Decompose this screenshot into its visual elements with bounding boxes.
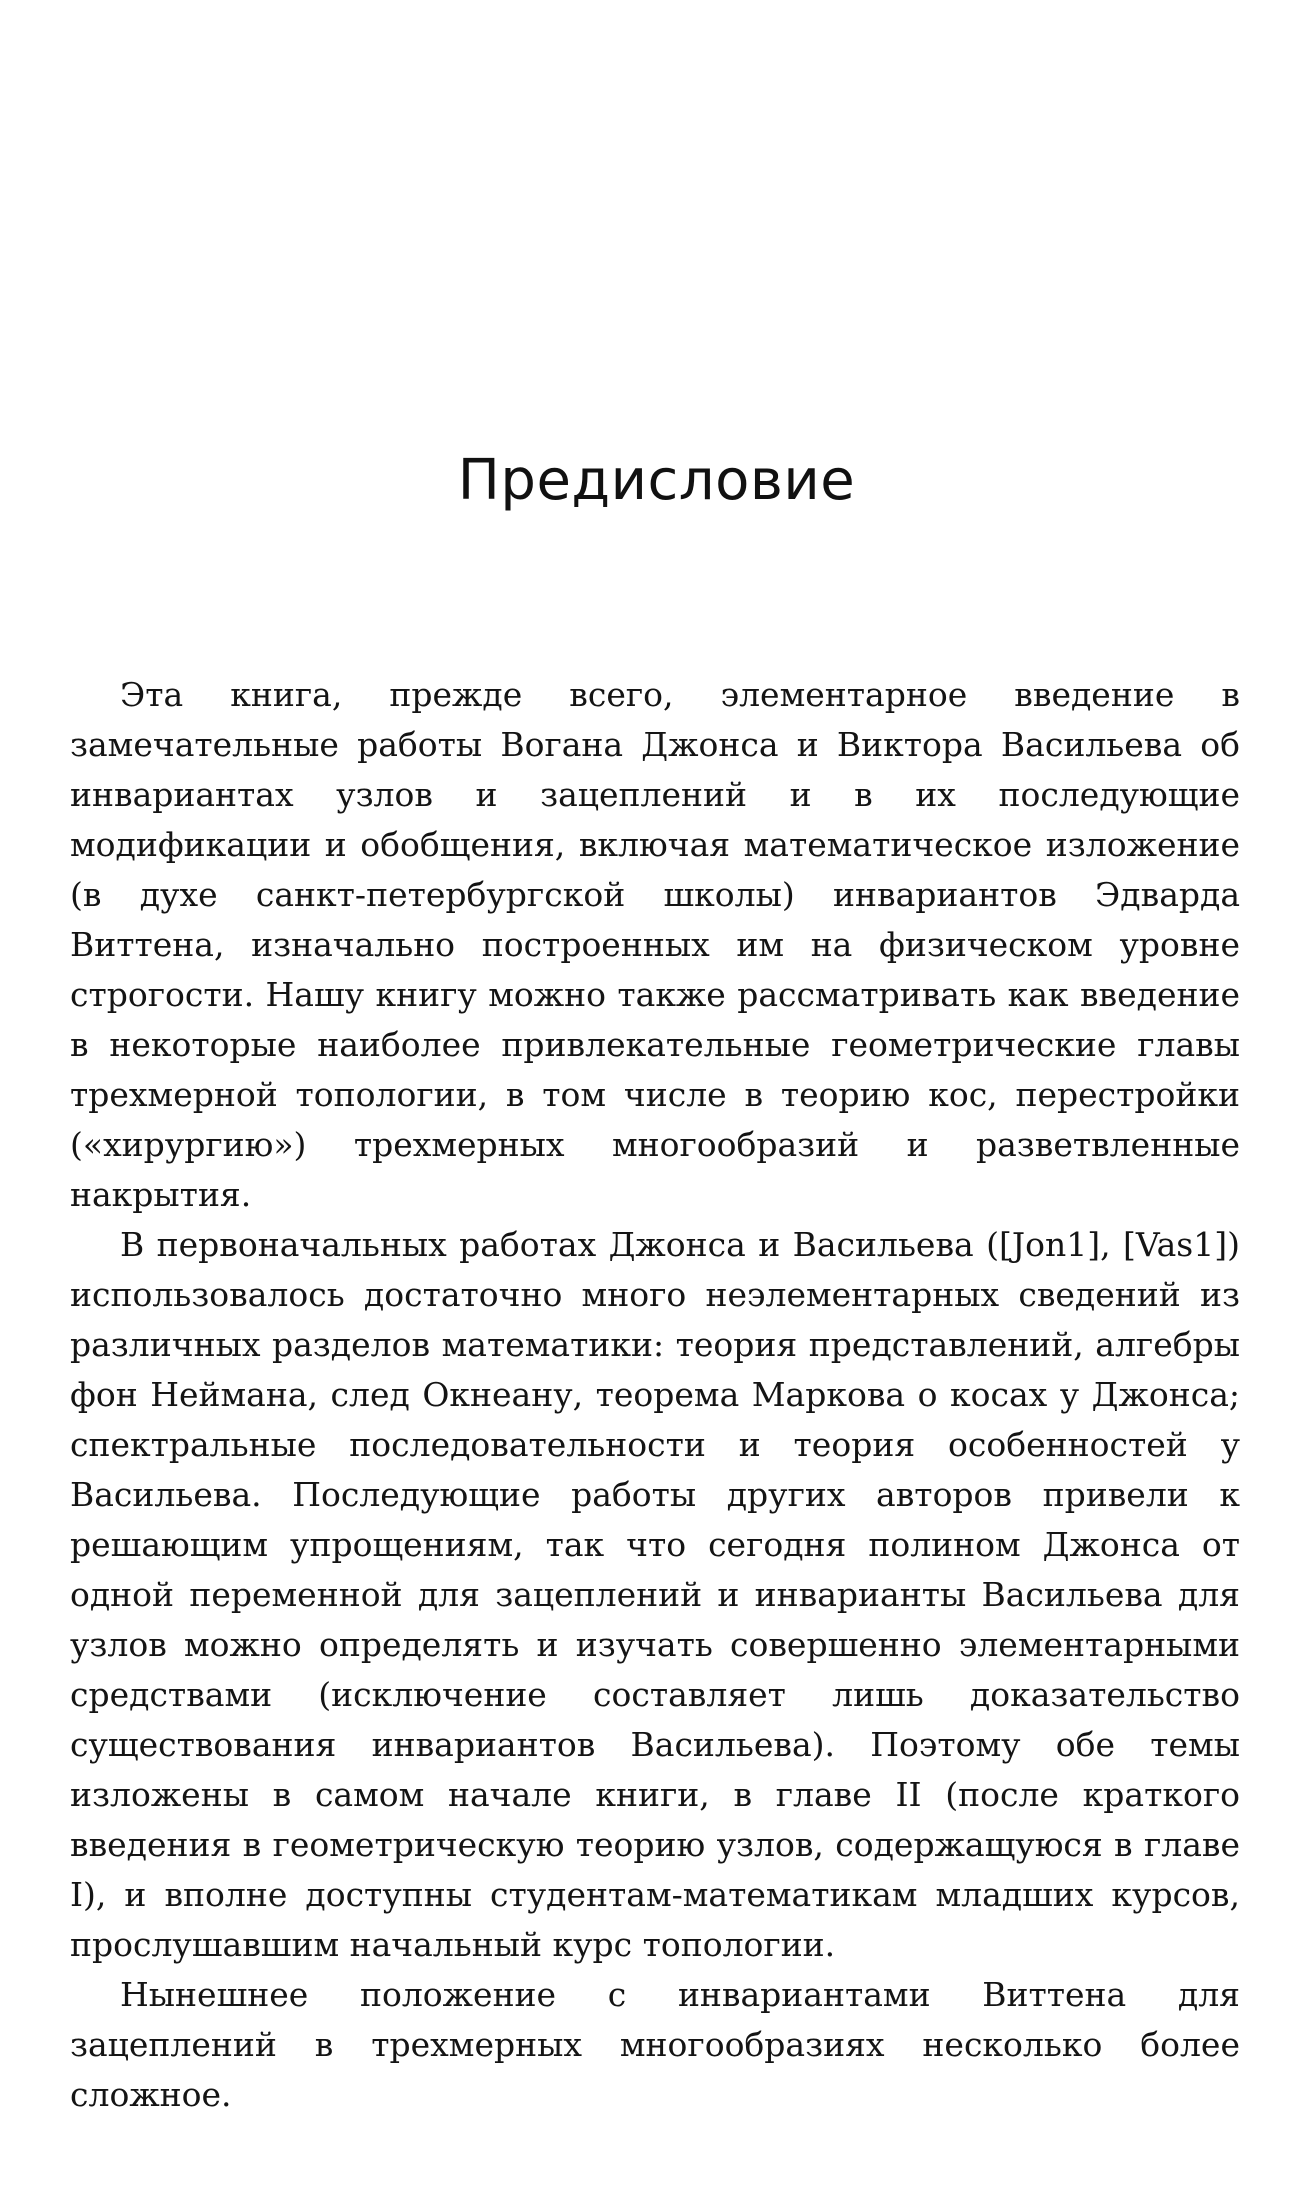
paragraph-3: Нынешнее положение с инвариантами Виттена для зацеплений в трехмерных многообразиях несколько более сложное.	[70, 1975, 1240, 2114]
paragraph-2: В первоначальных работах Джонса и Васильева ([Jon1], [Vas1]) использовалось достаточно много неэлементарных сведений из различных разделов математики: теория представлений, алгебры фон Неймана, след Окнеану, теорема Маркова о косах у Джонса; спектральные последовательности и теория особенностей у Васильева. Последующие работы других авторов привели к решающим упрощениям, так что сегодня полином Джонса от одной переменной для зацеплений и инварианты Васильева для узлов можно определять и изучать совершенно элементарными средствами (исключение составляет лишь доказательство существования инвариантов Васильева). Поэтому обе темы изложены в самом начале книги, в главе II (после краткого введения в геометрическую теорию узлов, содержащуюся в главе I), и вполне доступны студентам-математикам младших курсов, прослушавшим начальный курс топологии.	[70, 1225, 1240, 1964]
preface-body	[70, 670, 1240, 2120]
paragraph-1: Эта книга, прежде всего, элементарное введение в замечательные работы Вогана Джонса и Виктора Васильева об инвариантах узлов и зацеплений и в их последующие модификации и обобщения, включая математическое изложение (в духе санкт-петербургской школы) инвариантов Эдварда Виттена, изначально построенных им на физическом уровне строгости. Нашу книгу можно также рассматривать как введение в некоторые наиболее привлекательные геометрические главы трехмерной топологии, в том числе в теорию кос, перестройки («хирургию») трехмерных многообразий и разветвленные накрытия.	[70, 675, 1240, 1214]
page-title: Предисловие	[457, 448, 856, 513]
